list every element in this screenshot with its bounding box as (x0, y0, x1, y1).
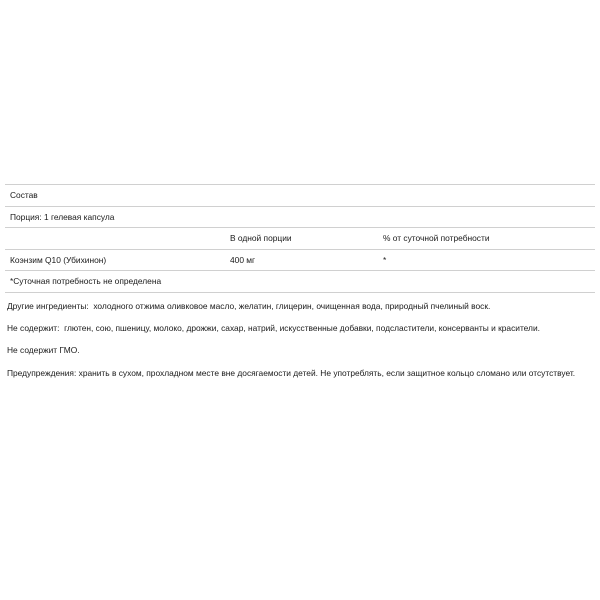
serving-row (5, 206, 595, 228)
column-header-row (5, 228, 595, 250)
free-from-text: глютен, сою, пшеницу, молоко, дрожжи, сахар, натрий, искусственные добавки, подсластители, консерванты и красители. (64, 322, 540, 333)
ingredient-name: Коэнзим Q10 (Убихинон) (5, 249, 225, 271)
warnings (7, 367, 595, 379)
supplement-facts-panel (5, 184, 595, 389)
other-ingredients-label: Другие ингредиенты: (7, 300, 89, 311)
serving-size: Порция: 1 гелевая капсула (5, 206, 595, 228)
supplement-facts-table (5, 184, 595, 293)
free-from-label: Не содержит: (7, 322, 60, 333)
table-row (5, 249, 595, 271)
daily-value-footnote: *Суточная потребность не определена (5, 271, 595, 293)
column-header-daily-value: % от суточной потребности (378, 228, 595, 250)
facts-heading: Состав (5, 185, 595, 207)
footnote-row (5, 271, 595, 293)
column-header-amount: В одной порции (225, 228, 378, 250)
other-ingredients-text: холодного отжима оливковое масло, желатин, глицерин, очищенная вода, природный пчелиный воск. (93, 300, 491, 311)
column-header-blank (5, 228, 225, 250)
warnings-text: хранить в сухом, прохладном месте вне досягаемости детей. Не употреблять, если защитное кольцо сломано или отсутствует. (78, 367, 576, 378)
free-from (7, 322, 595, 334)
other-ingredients (7, 300, 595, 312)
facts-heading-row (5, 185, 595, 207)
ingredient-amount: 400 мг (225, 249, 378, 271)
ingredient-daily-value: * (378, 249, 595, 271)
gmo-statement: Не содержит ГМО. (7, 345, 80, 356)
product-notes (5, 293, 595, 379)
warnings-label: Предупреждения: (7, 367, 77, 378)
